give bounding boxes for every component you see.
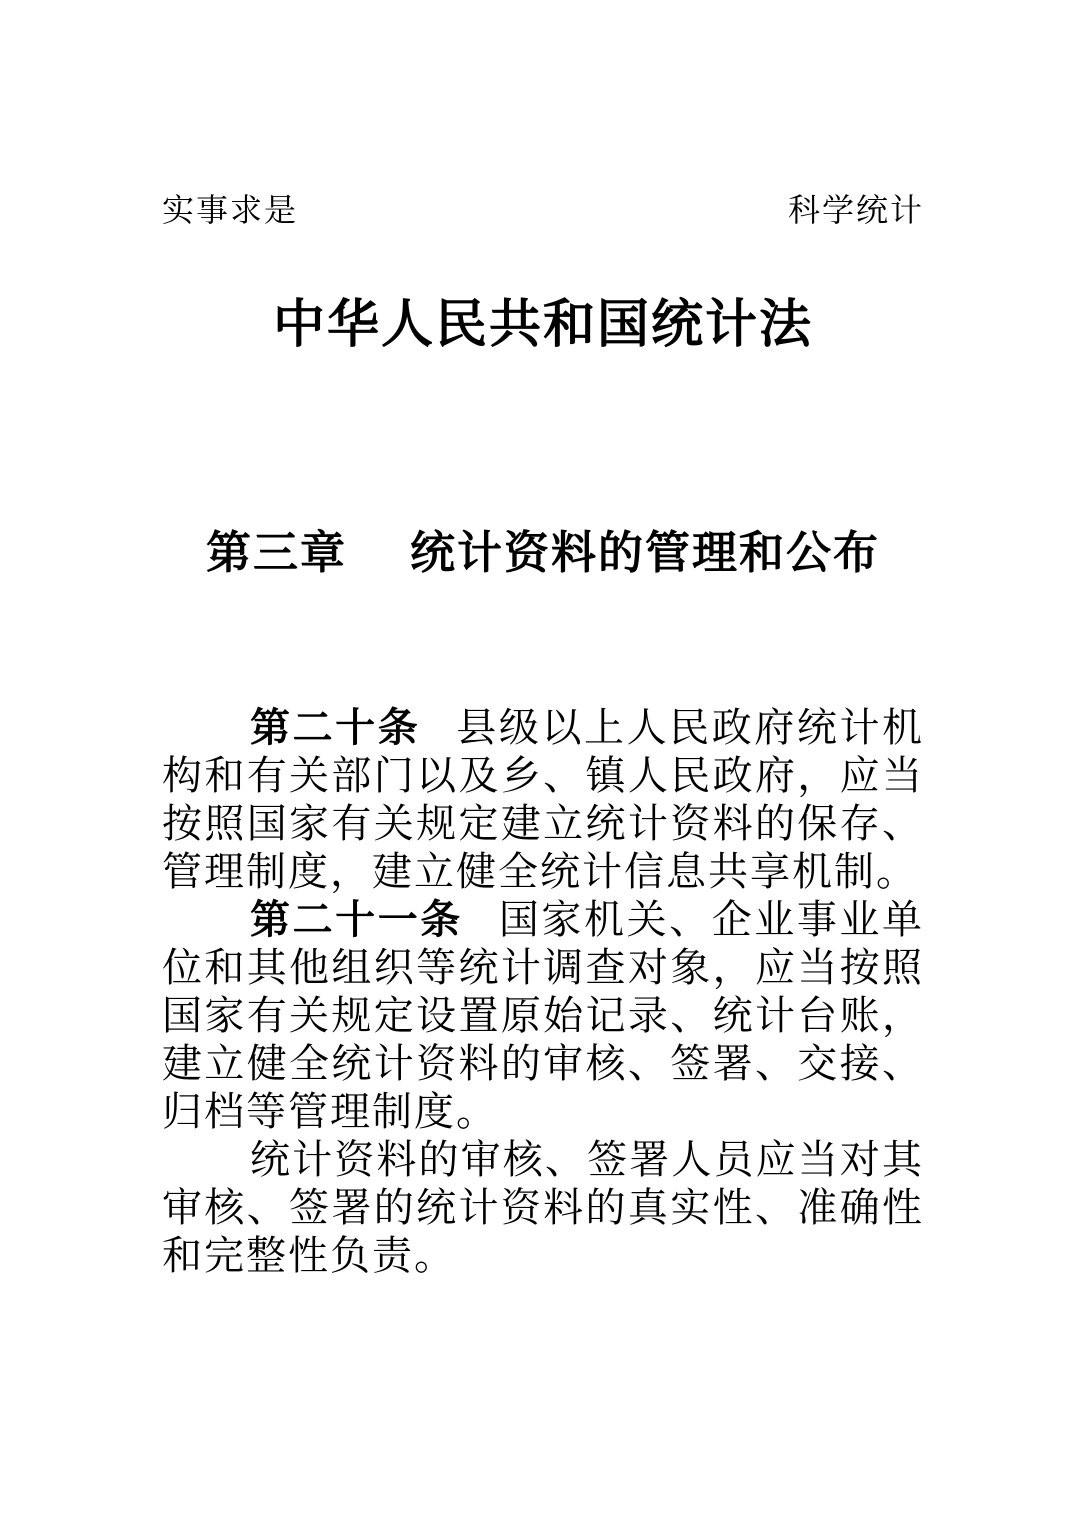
article-paragraph <box>162 1136 924 1280</box>
document-title: 中华人民共和国统计法 <box>272 297 813 354</box>
article-number: 第二十一条 <box>250 897 463 942</box>
article-text: 国家机关、企业事业单位和其他组织等统计调查对象，应当按照国家有关规定设置原始记录、统计台账，建立健全统计资料的审核、签署、交接、归档等管理制度。 <box>162 897 925 1134</box>
article-paragraph <box>162 704 924 896</box>
chapter-heading <box>162 524 924 582</box>
chapter-name: 统计资料的管理和公布 <box>410 528 881 578</box>
document-body <box>162 704 924 1280</box>
header-motto-left: 实事求是 <box>162 192 299 228</box>
header-motto-right: 科学统计 <box>787 192 924 228</box>
article-text: 县级以上人民政府统计机构和有关部门以及乡、镇人民政府，应当按照国家有关规定建立统计资料的保存、管理制度，建立健全统计信息共享机制。 <box>162 705 925 894</box>
article-paragraph <box>162 896 924 1136</box>
page-header <box>162 190 924 230</box>
chapter-number: 第三章 <box>205 528 347 578</box>
article-text: 统计资料的审核、签署人员应当对其审核、签署的统计资料的真实性、准确性和完整性负责。 <box>162 1137 924 1278</box>
article-number: 第二十条 <box>250 705 421 750</box>
